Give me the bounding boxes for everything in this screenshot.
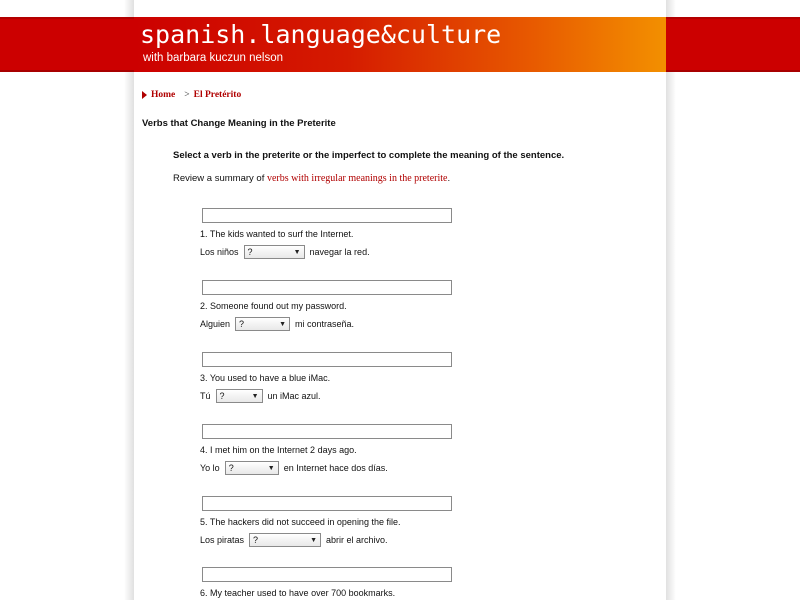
answer-field-2[interactable]: [202, 280, 452, 295]
spanish-line-1: [200, 244, 370, 260]
verb-select-value-2: ?: [239, 319, 245, 329]
spanish-after-1: navegar la red.: [309, 247, 370, 257]
page-shadow-left: [124, 0, 134, 600]
spanish-after-5: abrir el archivo.: [326, 535, 388, 545]
english-sentence-5: 5. The hackers did not succeed in opening the file.: [200, 517, 401, 527]
verb-select-3[interactable]: [216, 389, 263, 403]
english-sentence-2: 2. Someone found out my password.: [200, 301, 347, 311]
english-sentence-6: 6. My teacher used to have over 700 bookmarks.: [200, 588, 396, 598]
spanish-line-3: [200, 388, 321, 404]
spanish-after-2: mi contraseña.: [295, 319, 355, 329]
chevron-down-icon: ▼: [251, 392, 259, 400]
breadcrumb-current-link[interactable]: El Pretérito: [193, 90, 242, 100]
chevron-down-icon: ▼: [267, 464, 275, 472]
triangle-bullet-icon: [142, 91, 147, 99]
english-sentence-3: 3. You used to have a blue iMac.: [200, 373, 331, 383]
verb-select-1[interactable]: [244, 245, 305, 259]
answer-field-6[interactable]: [202, 567, 452, 582]
chevron-down-icon: ▼: [279, 320, 287, 328]
answer-field-3[interactable]: [202, 352, 452, 367]
english-sentence-4: 4. I met him on the Internet 2 days ago.: [200, 445, 357, 455]
answer-field-5[interactable]: [202, 496, 452, 511]
spanish-after-3: un iMac azul.: [267, 391, 321, 401]
verb-select-value-4: ?: [228, 463, 234, 473]
page-heading: Verbs that Change Meaning in the Preterite: [142, 118, 336, 129]
chevron-down-icon: ▼: [293, 248, 301, 256]
answer-field-4[interactable]: [202, 424, 452, 439]
breadcrumb-home-link[interactable]: Home: [151, 90, 176, 100]
verb-select-5[interactable]: [249, 533, 321, 547]
review-summary: [173, 173, 450, 184]
chevron-down-icon: ▼: [310, 536, 318, 544]
review-suffix: .: [447, 173, 451, 184]
review-summary-link[interactable]: verbs with irregular meanings in the preterite: [266, 173, 448, 184]
page-content: [134, 0, 666, 600]
breadcrumb-separator: >: [184, 90, 190, 100]
verb-select-value-1: ?: [247, 247, 253, 257]
spanish-before-1: Los niños: [200, 247, 239, 257]
instructions: Select a verb in the preterite or the imperfect to complete the meaning of the sentence.: [173, 150, 565, 161]
verb-select-2[interactable]: [235, 317, 290, 331]
verb-select-value-5: ?: [253, 535, 259, 545]
verb-select-value-3: ?: [219, 391, 225, 401]
spanish-before-2: Alguien: [200, 319, 231, 329]
verb-select-4[interactable]: [225, 461, 279, 475]
spanish-before-5: Los piratas: [200, 535, 245, 545]
spanish-line-4: [200, 460, 388, 476]
review-prefix: Review a summary of: [173, 173, 265, 184]
page-shadow-right: [666, 0, 676, 600]
answer-field-1[interactable]: [202, 208, 452, 223]
breadcrumb: [142, 90, 241, 100]
english-sentence-1: 1. The kids wanted to surf the Internet.: [200, 229, 354, 239]
site-subtitle: with barbara kuczun nelson: [143, 52, 283, 64]
site-title: spanish.language&culture: [140, 20, 502, 49]
spanish-before-3: Tú: [200, 391, 211, 401]
site-banner: [134, 17, 666, 72]
spanish-line-2: [200, 316, 354, 332]
spanish-before-4: Yo lo: [200, 463, 220, 473]
spanish-line-5: [200, 532, 388, 548]
spanish-after-4: en Internet hace dos días.: [283, 463, 388, 473]
